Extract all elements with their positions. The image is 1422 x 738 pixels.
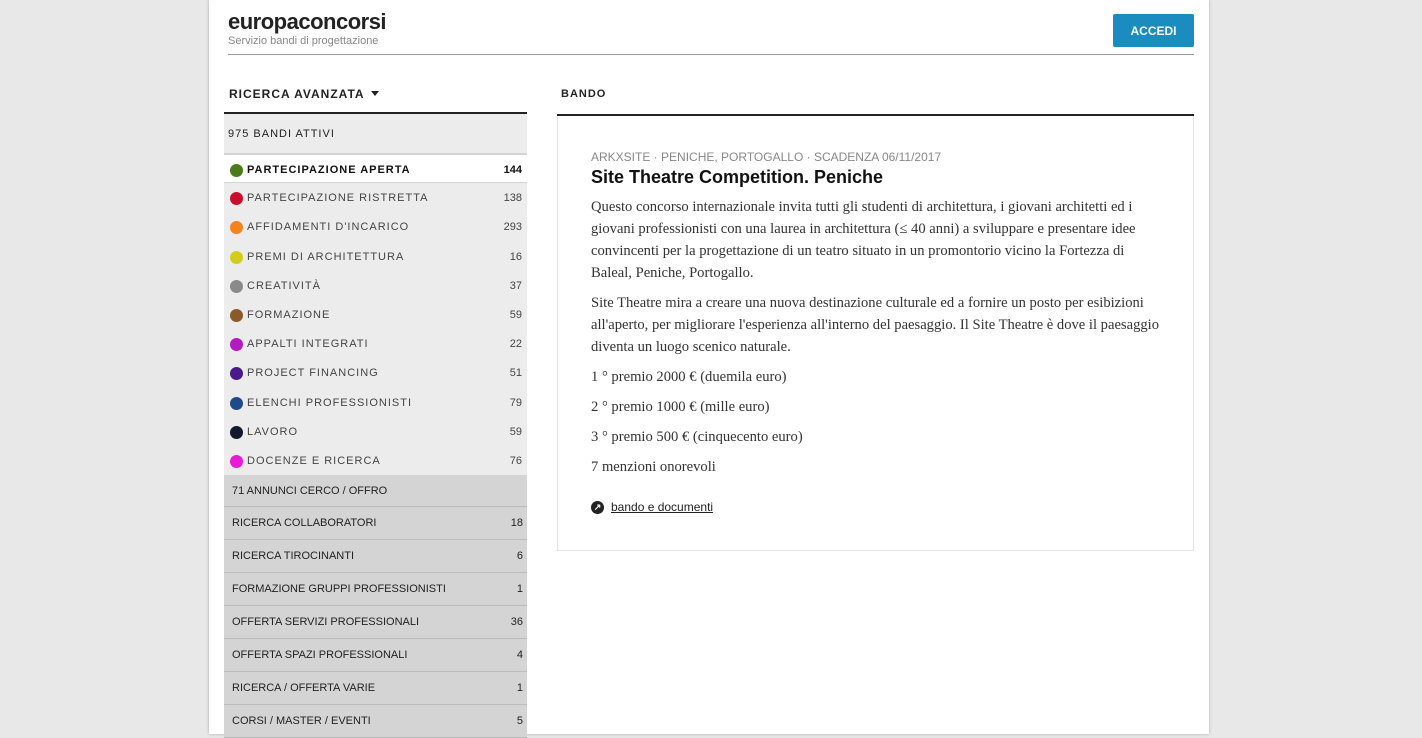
description-paragraph: Site Theatre mira a creare una nuova destinazione culturale ed a fornire un posto per esibizioni all'aperto, per migliorare l'esperienza all'interno del paesaggio. Il Site Theatre è dove il paesaggio diventa un luogo scenico naturale.	[591, 295, 1160, 355]
announcement-label: RICERCA / OFFERTA VARIE	[232, 682, 376, 695]
documents-link[interactable]	[591, 500, 1160, 514]
category-list	[224, 154, 527, 475]
category-dot-icon	[230, 309, 243, 322]
category-dot-icon	[230, 455, 243, 468]
header	[228, 0, 1194, 55]
announcement-item[interactable]	[224, 573, 527, 606]
prize-line: 1 ° premio 2000 € (duemila euro)	[591, 369, 787, 385]
category-label: PROJECT FINANCING	[247, 367, 379, 380]
announcement-list	[224, 475, 527, 738]
category-item[interactable]	[224, 358, 527, 387]
bando-description	[591, 196, 1160, 478]
category-label: PREMI DI ARCHITETTURA	[247, 250, 405, 263]
category-item[interactable]	[224, 271, 527, 300]
announcement-count: 18	[510, 517, 523, 530]
category-item[interactable]	[224, 388, 527, 417]
advanced-search-label: RICERCA AVANZATA	[229, 87, 365, 101]
category-item[interactable]	[224, 300, 527, 329]
advanced-search-toggle[interactable]	[224, 84, 527, 114]
announcement-count: 1	[516, 583, 523, 596]
bando-meta: ARKXSITE · PENICHE, PORTOGALLO · SCADENZA 06/11/2017	[591, 150, 942, 164]
category-dot-icon	[230, 397, 243, 410]
category-item[interactable]	[224, 183, 527, 212]
logo[interactable]: europaconcorsi	[228, 9, 387, 34]
bando-title[interactable]: Site Theatre Competition. Peniche	[591, 167, 884, 187]
category-count: 16	[509, 250, 522, 263]
category-label: PARTECIPAZIONE APERTA	[247, 164, 411, 176]
bando-card	[557, 116, 1194, 551]
main-content	[557, 84, 1194, 551]
category-label: DOCENZE E RICERCA	[247, 454, 381, 467]
announcement-item[interactable]	[224, 540, 527, 573]
category-label: FORMAZIONE	[247, 308, 331, 321]
logo-subtitle: Servizio bandi di progettazione	[228, 35, 379, 47]
prize-line: 7 menzioni onorevoli	[591, 459, 716, 475]
category-label: AFFIDAMENTI D'INCARICO	[247, 221, 410, 234]
category-label: APPALTI INTEGRATI	[247, 338, 369, 351]
prize-line: 3 ° premio 500 € (cinquecento euro)	[591, 429, 803, 445]
category-count: 59	[509, 308, 522, 321]
category-label: CREATIVITÀ	[247, 279, 321, 292]
announcement-item[interactable]	[224, 705, 527, 738]
arrow-circle-icon: ↗	[591, 501, 604, 514]
sidebar	[224, 84, 527, 738]
category-item[interactable]	[224, 154, 527, 183]
announcement-label: RICERCA COLLABORATORI	[232, 517, 377, 530]
announcement-item[interactable]	[224, 639, 527, 672]
category-item[interactable]	[224, 242, 527, 271]
announcement-item[interactable]	[224, 507, 527, 540]
category-item[interactable]	[224, 446, 527, 475]
announcement-label: FORMAZIONE GRUPPI PROFESSIONISTI	[232, 583, 446, 596]
category-dot-icon	[230, 251, 243, 264]
category-count: 37	[509, 279, 522, 292]
category-dot-icon	[230, 280, 243, 293]
category-count: 79	[509, 396, 522, 409]
category-label: ELENCHI PROFESSIONISTI	[247, 396, 413, 409]
category-dot-icon	[230, 426, 243, 439]
announcement-label: OFFERTA SPAZI PROFESSIONALI	[232, 649, 408, 662]
announcement-header[interactable]: 71 ANNUNCI CERCO / OFFRO	[224, 475, 527, 507]
category-dot-icon	[230, 164, 243, 177]
announcement-count: 6	[516, 550, 523, 563]
category-count: 51	[509, 367, 522, 380]
category-label: LAVORO	[247, 425, 299, 438]
category-count: 59	[509, 425, 522, 438]
section-title: BANDO	[557, 84, 1194, 116]
announcement-count: 36	[510, 616, 523, 629]
category-item[interactable]	[224, 329, 527, 358]
active-count: 975 BANDI ATTIVI	[224, 114, 527, 154]
announcement-item[interactable]	[224, 606, 527, 639]
page	[209, 0, 1209, 734]
category-dot-icon	[230, 192, 243, 205]
category-item[interactable]	[224, 417, 527, 446]
announcement-label: OFFERTA SERVIZI PROFESSIONALI	[232, 616, 420, 629]
category-dot-icon	[230, 221, 243, 234]
category-count: 144	[503, 164, 522, 176]
announcement-label: CORSI / MASTER / EVENTI	[232, 715, 371, 728]
category-count: 138	[503, 192, 522, 205]
announcement-item[interactable]	[224, 672, 527, 705]
category-count: 22	[509, 338, 522, 351]
category-count: 76	[509, 454, 522, 467]
announcement-count: 5	[516, 715, 523, 728]
category-dot-icon	[230, 338, 243, 351]
prize-line: 2 ° premio 1000 € (mille euro)	[591, 399, 770, 415]
announcement-count: 1	[516, 682, 523, 695]
caret-down-icon	[371, 91, 379, 96]
category-item[interactable]	[224, 212, 527, 241]
category-dot-icon	[230, 367, 243, 380]
announcement-label: RICERCA TIROCINANTI	[232, 550, 355, 563]
description-paragraph: Questo concorso internazionale invita tutti gli studenti di architettura, i giovani architetti ed i giovani professionisti con una laurea in architettura (≤ 40 anni) a sviluppare e presentare idee convincenti per la progettazione di un teatro situato in un promontorio vicino la Fortezza di Baleal, Peniche, Portogallo.	[591, 199, 1136, 281]
documents-link-label: bando e documenti	[611, 500, 714, 514]
login-button[interactable]: ACCEDI	[1113, 14, 1194, 47]
category-label: PARTECIPAZIONE RISTRETTA	[247, 192, 429, 205]
announcement-count: 4	[516, 649, 523, 662]
category-count: 293	[503, 221, 522, 234]
